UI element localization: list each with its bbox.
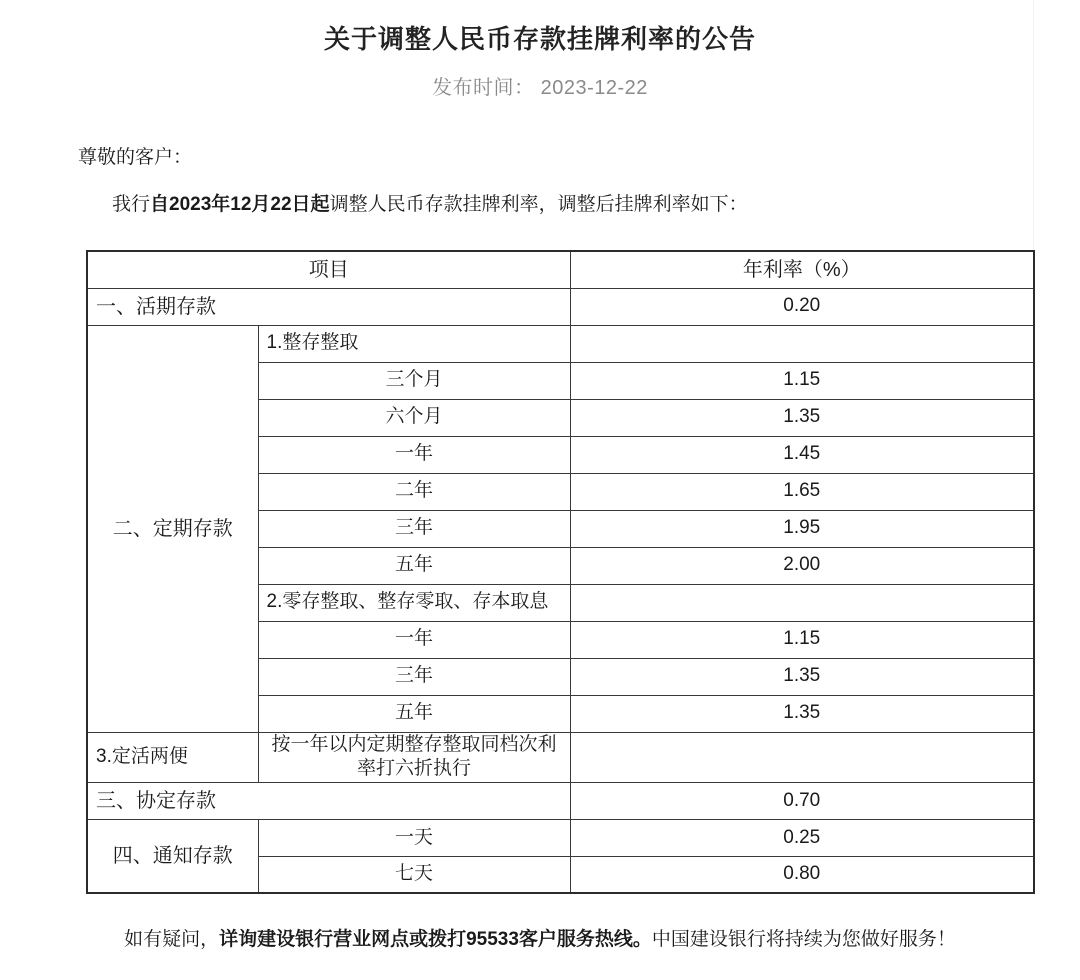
term-rate: 1.35	[570, 399, 1034, 436]
term-rate: 1.15	[570, 362, 1034, 399]
term-rate: 0.80	[570, 856, 1034, 893]
intro-before: 我行	[112, 193, 151, 215]
section-rate-3: 0.70	[570, 782, 1034, 819]
term-rate: 0.25	[570, 819, 1034, 856]
term-label: 二年	[258, 473, 570, 510]
group-label-3: 3.定活两便	[87, 732, 258, 782]
term-label: 一天	[258, 819, 570, 856]
term-label: 三年	[258, 658, 570, 695]
salutation: 尊敬的客户：	[78, 147, 193, 169]
term-rate: 1.65	[570, 473, 1034, 510]
table-row	[87, 325, 1034, 362]
section-label-2: 二、定期存款	[87, 325, 258, 732]
term-label: 七天	[258, 856, 570, 893]
section-label-1: 一、活期存款	[87, 288, 570, 325]
section-rate-1: 0.20	[570, 288, 1034, 325]
table-row	[87, 782, 1034, 819]
group-label-1: 1.整存整取	[258, 325, 570, 362]
group-label-2: 2.零存整取、整存零取、存本取息	[258, 584, 570, 621]
section-label-3: 三、协定存款	[87, 782, 570, 819]
term-rate: 2.00	[570, 547, 1034, 584]
table-row	[87, 288, 1034, 325]
term-label: 三年	[258, 510, 570, 547]
term-label: 一年	[258, 621, 570, 658]
group-rate-2	[570, 584, 1034, 621]
footer-emphasis: 详询建设银行营业网点或拨打95533客户服务热线。	[219, 929, 652, 951]
publish-date: 发布时间： 2023-12-22	[432, 77, 648, 100]
term-rate: 1.15	[570, 621, 1034, 658]
intro-paragraph	[0, 173, 1080, 220]
header-item: 项目	[87, 251, 570, 288]
term-rate: 1.45	[570, 436, 1034, 473]
deposit-rate-table	[86, 250, 1035, 894]
term-label: 六个月	[258, 399, 570, 436]
term-label: 一年	[258, 436, 570, 473]
term-rate: 1.35	[570, 658, 1034, 695]
term-label: 五年	[258, 695, 570, 732]
table-row	[87, 819, 1034, 856]
intro-emphasis: 自2023年12月22日起	[150, 193, 330, 215]
term-label: 五年	[258, 547, 570, 584]
term-label: 三个月	[258, 362, 570, 399]
page-title: 关于调整人民币存款挂牌利率的公告	[323, 24, 756, 54]
group-note-3: 按一年以内定期整存整取同档次利率打六折执行	[258, 732, 570, 782]
group-rate-1	[570, 325, 1034, 362]
table-row	[87, 732, 1034, 782]
footer-note	[0, 894, 1080, 955]
term-rate: 1.95	[570, 510, 1034, 547]
header-rate: 年利率（%）	[570, 251, 1034, 288]
section-label-4: 四、通知存款	[87, 819, 258, 893]
footer-after: 中国建设银行将持续为您做好服务！	[651, 929, 956, 951]
intro-after: 调整人民币存款挂牌利率，调整后挂牌利率如下：	[329, 193, 748, 215]
footer-before: 如有疑问，	[124, 929, 220, 951]
term-rate: 1.35	[570, 695, 1034, 732]
rate-table-container	[0, 219, 1080, 894]
table-header-row	[87, 251, 1034, 288]
